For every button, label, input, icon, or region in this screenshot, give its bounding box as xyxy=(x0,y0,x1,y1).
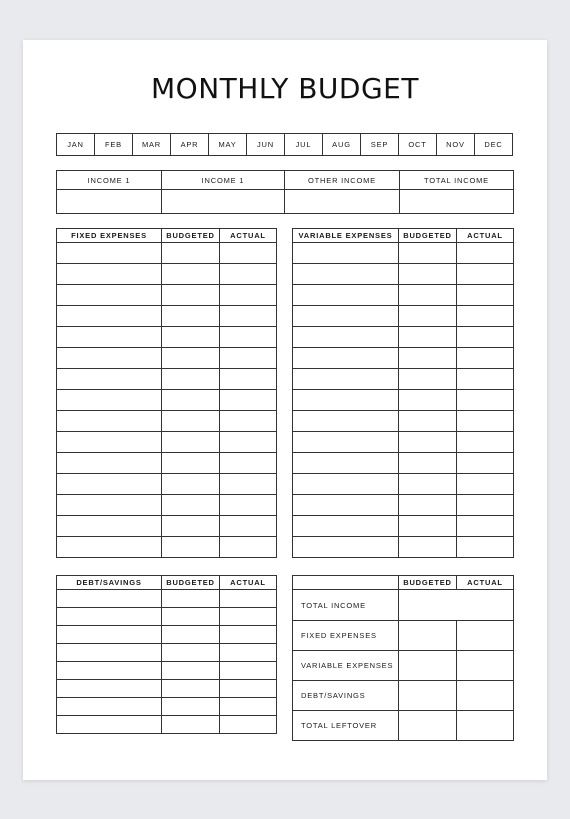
entry-cell[interactable] xyxy=(293,474,399,495)
entry-cell[interactable] xyxy=(399,285,457,306)
entry-cell[interactable] xyxy=(457,327,514,348)
income-header: TOTAL INCOME xyxy=(400,171,514,190)
entry-cell[interactable] xyxy=(220,411,277,432)
summary-cell[interactable] xyxy=(399,651,457,681)
entry-cell[interactable] xyxy=(220,495,277,516)
table-row xyxy=(57,716,277,734)
entry-cell[interactable] xyxy=(162,369,220,390)
entry-cell[interactable] xyxy=(162,680,220,698)
summary-row-total-income xyxy=(293,590,514,621)
summary-cell[interactable] xyxy=(457,651,514,681)
entry-cell[interactable] xyxy=(457,516,514,537)
entry-cell[interactable] xyxy=(162,716,220,734)
entry-cell[interactable] xyxy=(399,327,457,348)
income-header: INCOME 1 xyxy=(57,171,162,190)
entry-cell[interactable] xyxy=(457,537,514,558)
summary-table xyxy=(292,575,514,741)
summary-label: TOTAL INCOME xyxy=(293,590,399,621)
month-apr[interactable]: APR xyxy=(171,134,209,156)
entry-cell[interactable] xyxy=(399,264,457,285)
table-row xyxy=(57,243,277,264)
entry-cell[interactable] xyxy=(293,243,399,264)
entry-cell[interactable] xyxy=(293,306,399,327)
month-dec[interactable]: DEC xyxy=(475,134,513,156)
entry-cell[interactable] xyxy=(220,327,277,348)
table-row xyxy=(57,495,277,516)
table-row xyxy=(57,680,277,698)
table-row xyxy=(57,644,277,662)
fixed-actual-header: ACTUAL xyxy=(220,229,277,243)
entry-cell[interactable] xyxy=(57,390,162,411)
table-row xyxy=(57,348,277,369)
entry-cell[interactable] xyxy=(220,348,277,369)
summary-cell[interactable] xyxy=(399,621,457,651)
table-row xyxy=(293,369,514,390)
entry-cell[interactable] xyxy=(162,264,220,285)
table-row xyxy=(57,285,277,306)
table-row xyxy=(293,432,514,453)
entry-cell[interactable] xyxy=(220,716,277,734)
entry-cell[interactable] xyxy=(220,680,277,698)
fixed-expenses-table xyxy=(56,228,277,558)
entry-cell[interactable] xyxy=(220,474,277,495)
entry-cell[interactable] xyxy=(399,306,457,327)
income-cell[interactable] xyxy=(285,190,400,214)
summary-cell[interactable] xyxy=(399,590,514,621)
fixed-expenses-header: FIXED EXPENSES xyxy=(57,229,162,243)
summary-row-variable xyxy=(293,651,514,681)
entry-cell[interactable] xyxy=(57,264,162,285)
entry-cell[interactable] xyxy=(162,626,220,644)
entry-cell[interactable] xyxy=(162,590,220,608)
entry-cell[interactable] xyxy=(220,698,277,716)
month-selector xyxy=(56,133,513,156)
table-row xyxy=(293,327,514,348)
entry-cell[interactable] xyxy=(57,348,162,369)
table-row xyxy=(293,390,514,411)
entry-cell[interactable] xyxy=(57,495,162,516)
summary-label: FIXED EXPENSES xyxy=(293,621,399,651)
month-mar[interactable]: MAR xyxy=(133,134,171,156)
entry-cell[interactable] xyxy=(162,390,220,411)
entry-cell[interactable] xyxy=(162,516,220,537)
entry-cell[interactable] xyxy=(220,264,277,285)
table-row xyxy=(57,306,277,327)
month-feb[interactable]: FEB xyxy=(95,134,133,156)
table-row xyxy=(57,390,277,411)
summary-cell[interactable] xyxy=(399,681,457,711)
month-jun[interactable]: JUN xyxy=(247,134,285,156)
entry-cell[interactable] xyxy=(57,243,162,264)
month-sep[interactable]: SEP xyxy=(361,134,399,156)
entry-cell[interactable] xyxy=(293,516,399,537)
entry-cell[interactable] xyxy=(399,348,457,369)
entry-cell[interactable] xyxy=(399,411,457,432)
entry-cell[interactable] xyxy=(457,453,514,474)
income-cell[interactable] xyxy=(400,190,514,214)
entry-cell[interactable] xyxy=(220,306,277,327)
entry-cell[interactable] xyxy=(399,474,457,495)
income-header: INCOME 1 xyxy=(162,171,285,190)
fixed-expenses-rows xyxy=(57,243,277,558)
entry-cell[interactable] xyxy=(399,390,457,411)
entry-cell[interactable] xyxy=(57,327,162,348)
entry-cell[interactable] xyxy=(399,369,457,390)
summary-row-fixed xyxy=(293,621,514,651)
table-row xyxy=(293,453,514,474)
entry-cell[interactable] xyxy=(57,411,162,432)
summary-budgeted-header: BUDGETED xyxy=(399,576,457,590)
table-row xyxy=(57,698,277,716)
entry-cell[interactable] xyxy=(293,390,399,411)
entry-cell[interactable] xyxy=(220,453,277,474)
table-row xyxy=(293,243,514,264)
table-row xyxy=(57,432,277,453)
summary-label: VARIABLE EXPENSES xyxy=(293,651,399,681)
entry-cell[interactable] xyxy=(57,474,162,495)
table-row xyxy=(57,626,277,644)
entry-cell[interactable] xyxy=(457,495,514,516)
table-row xyxy=(293,537,514,558)
debt-savings-header: DEBT/SAVINGS xyxy=(57,576,162,590)
entry-cell[interactable] xyxy=(220,390,277,411)
month-jul[interactable]: JUL xyxy=(285,134,323,156)
entry-cell[interactable] xyxy=(162,432,220,453)
entry-cell[interactable] xyxy=(399,432,457,453)
entry-cell[interactable] xyxy=(220,644,277,662)
table-row xyxy=(293,285,514,306)
summary-label: TOTAL LEFTOVER xyxy=(293,711,399,741)
month-nov[interactable]: NOV xyxy=(437,134,475,156)
entry-cell[interactable] xyxy=(162,608,220,626)
entry-cell[interactable] xyxy=(162,327,220,348)
variable-expenses-rows xyxy=(293,243,514,558)
entry-cell[interactable] xyxy=(457,264,514,285)
table-row xyxy=(57,537,277,558)
entry-cell[interactable] xyxy=(57,716,162,734)
table-row xyxy=(57,411,277,432)
entry-cell[interactable] xyxy=(220,285,277,306)
debt-savings-rows xyxy=(57,590,277,734)
variable-expenses-header: VARIABLE EXPENSES xyxy=(293,229,399,243)
summary-actual-header: ACTUAL xyxy=(457,576,514,590)
debt-budgeted-header: BUDGETED xyxy=(162,576,220,590)
entry-cell[interactable] xyxy=(293,348,399,369)
entry-cell[interactable] xyxy=(293,432,399,453)
table-row xyxy=(57,662,277,680)
entry-cell[interactable] xyxy=(399,453,457,474)
table-row xyxy=(57,516,277,537)
entry-cell[interactable] xyxy=(293,264,399,285)
fixed-budgeted-header: BUDGETED xyxy=(162,229,220,243)
entry-cell[interactable] xyxy=(457,432,514,453)
variable-budgeted-header: BUDGETED xyxy=(399,229,457,243)
entry-cell[interactable] xyxy=(162,348,220,369)
entry-cell[interactable] xyxy=(57,626,162,644)
entry-cell[interactable] xyxy=(220,608,277,626)
income-header: OTHER INCOME xyxy=(285,171,400,190)
summary-cell[interactable] xyxy=(399,711,457,741)
summary-cell[interactable] xyxy=(457,711,514,741)
entry-cell[interactable] xyxy=(220,590,277,608)
entry-cell[interactable] xyxy=(57,306,162,327)
entry-cell[interactable] xyxy=(57,369,162,390)
entry-cell[interactable] xyxy=(162,306,220,327)
entry-cell[interactable] xyxy=(399,495,457,516)
entry-cell[interactable] xyxy=(57,662,162,680)
table-row xyxy=(57,369,277,390)
summary-row-debt xyxy=(293,681,514,711)
table-row xyxy=(293,516,514,537)
entry-cell[interactable] xyxy=(399,516,457,537)
page-title: MONTHLY BUDGET xyxy=(151,72,419,105)
entry-cell[interactable] xyxy=(162,453,220,474)
entry-cell[interactable] xyxy=(57,285,162,306)
summary-cell[interactable] xyxy=(457,681,514,711)
income-cell[interactable] xyxy=(162,190,285,214)
debt-actual-header: ACTUAL xyxy=(220,576,277,590)
entry-cell[interactable] xyxy=(457,243,514,264)
table-row xyxy=(293,495,514,516)
entry-cell[interactable] xyxy=(162,644,220,662)
table-row xyxy=(57,608,277,626)
entry-cell[interactable] xyxy=(457,390,514,411)
month-may[interactable]: MAY xyxy=(209,134,247,156)
table-row xyxy=(293,474,514,495)
table-row xyxy=(293,348,514,369)
entry-cell[interactable] xyxy=(162,474,220,495)
entry-cell[interactable] xyxy=(57,698,162,716)
month-aug[interactable]: AUG xyxy=(323,134,361,156)
summary-cell[interactable] xyxy=(457,621,514,651)
entry-cell[interactable] xyxy=(293,453,399,474)
entry-cell[interactable] xyxy=(57,537,162,558)
entry-cell[interactable] xyxy=(399,243,457,264)
table-row xyxy=(57,453,277,474)
entry-cell[interactable] xyxy=(162,495,220,516)
entry-cell[interactable] xyxy=(399,537,457,558)
variable-expenses-table xyxy=(292,228,514,558)
entry-cell[interactable] xyxy=(162,662,220,680)
entry-cell[interactable] xyxy=(457,369,514,390)
entry-cell[interactable] xyxy=(220,662,277,680)
variable-actual-header: ACTUAL xyxy=(457,229,514,243)
entry-cell[interactable] xyxy=(162,243,220,264)
entry-cell[interactable] xyxy=(293,327,399,348)
summary-label: DEBT/SAVINGS xyxy=(293,681,399,711)
budget-page xyxy=(23,40,547,780)
income-cell[interactable] xyxy=(57,190,162,214)
table-row xyxy=(57,590,277,608)
income-table xyxy=(56,170,514,214)
entry-cell[interactable] xyxy=(57,644,162,662)
entry-cell[interactable] xyxy=(457,411,514,432)
entry-cell[interactable] xyxy=(162,698,220,716)
table-row xyxy=(293,411,514,432)
entry-cell[interactable] xyxy=(293,411,399,432)
entry-cell[interactable] xyxy=(57,516,162,537)
entry-cell[interactable] xyxy=(57,453,162,474)
entry-cell[interactable] xyxy=(293,369,399,390)
entry-cell[interactable] xyxy=(57,680,162,698)
debt-savings-table xyxy=(56,575,277,734)
entry-cell[interactable] xyxy=(293,537,399,558)
entry-cell[interactable] xyxy=(220,243,277,264)
entry-cell[interactable] xyxy=(220,537,277,558)
entry-cell[interactable] xyxy=(457,474,514,495)
entry-cell[interactable] xyxy=(457,306,514,327)
entry-cell[interactable] xyxy=(57,608,162,626)
summary-blank-header xyxy=(293,576,399,590)
entry-cell[interactable] xyxy=(220,626,277,644)
table-row xyxy=(293,306,514,327)
entry-cell[interactable] xyxy=(293,495,399,516)
entry-cell[interactable] xyxy=(457,285,514,306)
table-row xyxy=(57,327,277,348)
table-row xyxy=(293,264,514,285)
entry-cell[interactable] xyxy=(162,537,220,558)
entry-cell[interactable] xyxy=(162,285,220,306)
entry-cell[interactable] xyxy=(57,590,162,608)
entry-cell[interactable] xyxy=(57,432,162,453)
month-jan[interactable]: JAN xyxy=(57,134,95,156)
entry-cell[interactable] xyxy=(220,432,277,453)
entry-cell[interactable] xyxy=(457,348,514,369)
table-row xyxy=(57,264,277,285)
entry-cell[interactable] xyxy=(220,516,277,537)
table-row xyxy=(57,474,277,495)
summary-row-leftover xyxy=(293,711,514,741)
entry-cell[interactable] xyxy=(293,285,399,306)
entry-cell[interactable] xyxy=(220,369,277,390)
month-oct[interactable]: OCT xyxy=(399,134,437,156)
entry-cell[interactable] xyxy=(162,411,220,432)
